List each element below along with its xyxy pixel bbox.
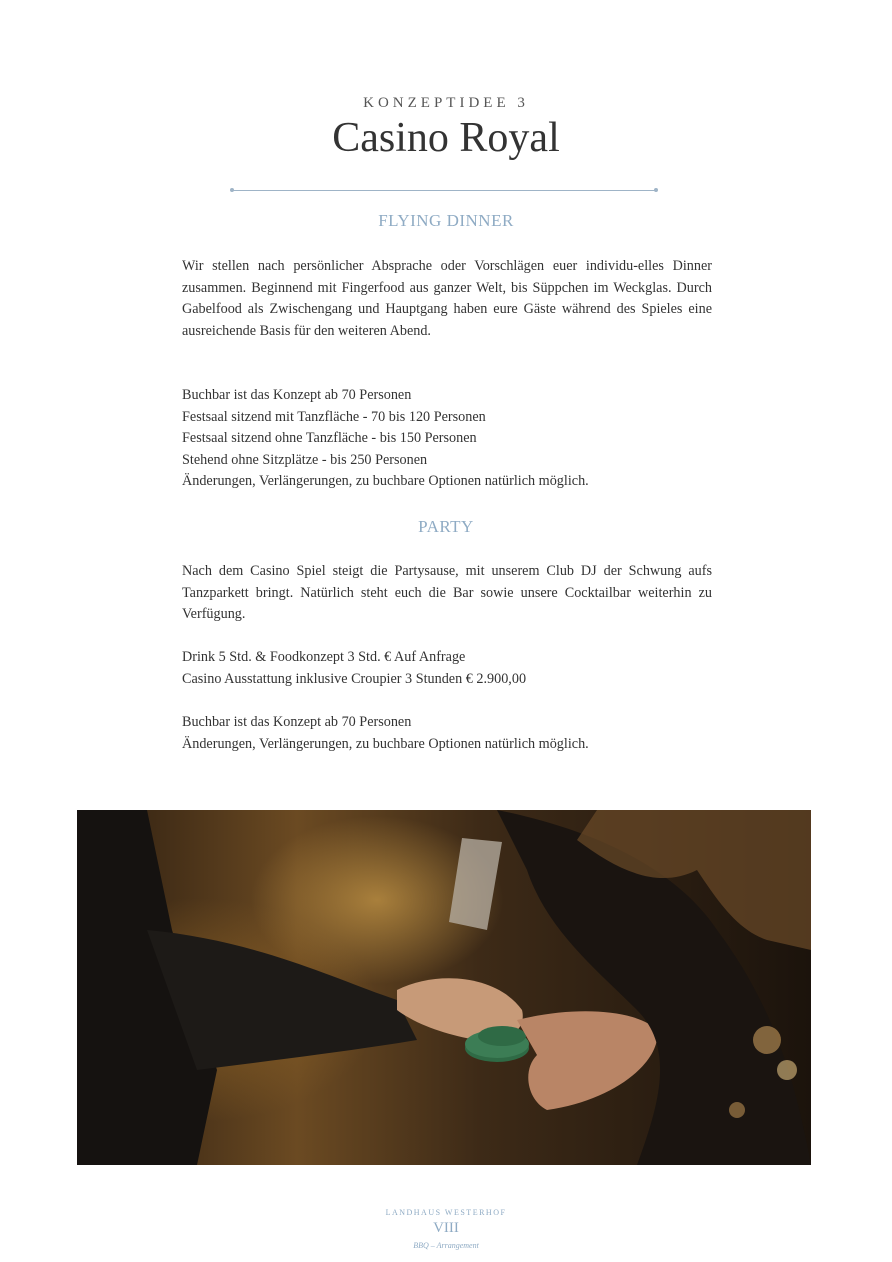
footer-brand: LANDHAUS WESTERHOF [385, 1208, 507, 1217]
casino-photo [77, 810, 811, 1165]
flying-dinner-heading: FLYING DINNER [378, 211, 514, 230]
footer-subtitle: BBQ – Arrangement [413, 1241, 479, 1250]
detail-line: Festsaal sitzend mit Tanzfläche - 70 bis 120 Personen [182, 408, 486, 425]
detail-line: Stehend ohne Sitzplätze - bis 250 Personen [182, 451, 428, 468]
party-text [182, 561, 712, 626]
page-title: Casino Royal [332, 115, 560, 161]
price-line: Casino Ausstattung inklusive Croupier 3 Stunden € 2.900,00 [182, 670, 527, 687]
title-divider [232, 190, 656, 191]
detail-line: Buchbar ist das Konzept ab 70 Personen [182, 387, 412, 403]
detail-line: Festsaal sitzend ohne Tanzfläche - bis 150 Personen [182, 430, 477, 447]
detail-line: Änderungen, Verlängerungen, zu buchbare Optionen natürlich möglich. [182, 735, 589, 752]
flying-dinner-text [182, 256, 712, 342]
party-details [182, 712, 712, 755]
flying-dinner-details [182, 385, 712, 493]
flying-dinner-intro: Wir stellen nach persönlicher Absprache oder Vorschlägen euer individu-elles Dinner zusammen. Beginnend mit Fingerfood aus ganzer Welt, bis Süppchen im Weckglas. Durch Gabelfood als Zwischengang und Hauptgang haben eure Gäste während des Spieles eine ausreichende Basis für den weiteren Abend. [182, 258, 712, 339]
party-heading: PARTY [418, 517, 474, 536]
section-kicker: KONZEPTIDEE 3 [363, 95, 529, 111]
price-line: Drink 5 Std. & Foodkonzept 3 Std. € Auf Anfrage [182, 649, 466, 665]
casino-scene-illustration [77, 810, 811, 1165]
page-number: VIII [433, 1220, 459, 1236]
detail-line: Änderungen, Verlängerungen, zu buchbare Optionen natürlich möglich. [182, 473, 589, 490]
detail-line: Buchbar ist das Konzept ab 70 Personen [182, 714, 412, 730]
party-prices [182, 647, 712, 690]
party-intro: Nach dem Casino Spiel steigt die Partysause, mit unserem Club DJ der Schwung aufs Tanzparkett bringt. Natürlich steht euch die Bar sowie unsere Cocktailbar weiterhin zu Verfügung. [182, 563, 712, 623]
